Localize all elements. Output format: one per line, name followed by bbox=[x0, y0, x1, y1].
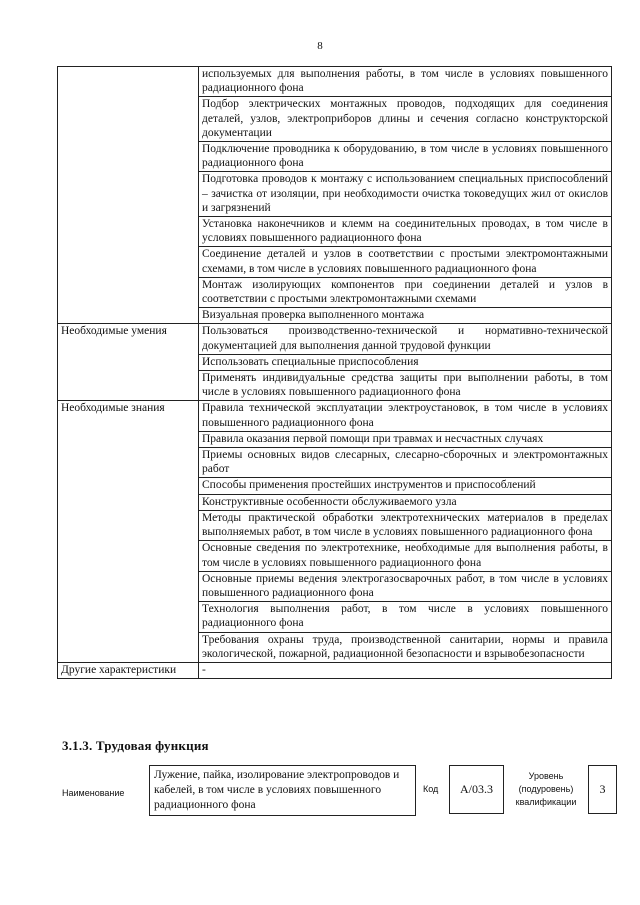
row-item-text: Подбор электрических монтажных проводов, подходящих для соединения деталей, узлов, электроприборов длины и сечения согласно конструкторской документации bbox=[199, 97, 612, 142]
row-item-text: Соединение деталей и узлов в соответствии с простыми электромонтажными схемами, в том числе в условиях повышенного радиационного фона bbox=[199, 247, 612, 277]
row-item-text: Основные приемы ведения электрогазосварочных работ, в том числе в условиях повышенного радиационного фона bbox=[199, 571, 612, 601]
table-row bbox=[58, 662, 612, 678]
row-item-text: Подключение проводника к оборудованию, в том числе в условиях повышенного радиационного фона bbox=[199, 142, 612, 172]
row-item-text: Требования охраны труда, производственной санитарии, нормы и правила экологической, пожарной, радиационной безопасности и взрывобезопасности bbox=[199, 632, 612, 662]
row-item-text: Монтаж изолирующих компонентов при соединении деталей и узлов в соответствии с простыми электромонтажными схемами bbox=[199, 277, 612, 307]
row-item-text: Использовать специальные приспособления bbox=[199, 354, 612, 370]
requirements-table bbox=[57, 66, 612, 679]
row-item-text: Применять индивидуальные средства защиты при выполнении работы, в том числе в условиях повышенного радиационного фона bbox=[199, 371, 612, 401]
qualification-level-field: 3 bbox=[588, 765, 617, 814]
requirements-table-body bbox=[58, 67, 612, 679]
row-item-text: Пользоваться производственно-технической и нормативно-технической документацией для выполнения данной трудовой функции bbox=[199, 324, 612, 354]
table-row bbox=[58, 67, 612, 97]
row-group-label: Необходимые умения bbox=[58, 324, 199, 401]
row-item-text: Правила технической эксплуатации электроустановок, в том числе в условиях повышенного радиационного фона bbox=[199, 401, 612, 431]
row-item-text: Основные сведения по электротехнике, необходимые для выполнения работы, в том числе в условиях повышенного радиационного фона bbox=[199, 541, 612, 571]
table-row bbox=[58, 324, 612, 354]
code-field: А/03.3 bbox=[449, 765, 504, 814]
row-item-text: используемых для выполнения работы, в том числе в условиях повышенного радиационного фона bbox=[199, 67, 612, 97]
row-item-text: Установка наконечников и клемм на соединительных проводах, в том числе в условиях повышенного радиационного фона bbox=[199, 217, 612, 247]
row-item-text: Методы практической обработки электротехнических материалов в пределах выполняемых работ, в том числе в условиях повышенного радиационного фона bbox=[199, 510, 612, 540]
code-label: Код bbox=[423, 784, 439, 794]
row-item-text: Конструктивные особенности обслуживаемого узла bbox=[199, 494, 612, 510]
row-item-text: Приемы основных видов слесарных, слесарно-сборочных и электромонтажных работ bbox=[199, 448, 612, 478]
name-field: Лужение, пайка, изолирование электропроводов и кабелей, в том числе в условиях повышенного радиационного фона bbox=[149, 765, 416, 816]
row-item-text: Способы применения простейших инструментов и приспособлений bbox=[199, 478, 612, 494]
row-item-text: Правила оказания первой помощи при травмах и несчастных случаях bbox=[199, 431, 612, 447]
row-item-text: Подготовка проводов к монтажу с использованием специальных приспособлений – зачистка от изоляции, при необходимости очистка токоведущих жил от окислов и загрязнений bbox=[199, 172, 612, 217]
row-item-text: Визуальная проверка выполненного монтажа bbox=[199, 308, 612, 324]
section-title: 3.1.3. Трудовая функция bbox=[62, 738, 209, 753]
row-group-label: Другие характеристики bbox=[58, 662, 199, 678]
row-item-text: - bbox=[199, 662, 612, 678]
qualification-level-label: Уровень (подуровень) квалификации bbox=[515, 771, 577, 807]
table-row bbox=[58, 401, 612, 431]
row-item-text: Технология выполнения работ, в том числе в условиях повышенного радиационного фона bbox=[199, 602, 612, 632]
row-group-label bbox=[58, 67, 199, 324]
page-number: 8 bbox=[317, 40, 323, 52]
row-group-label: Необходимые знания bbox=[58, 401, 199, 662]
name-label: Наименование bbox=[62, 788, 125, 798]
